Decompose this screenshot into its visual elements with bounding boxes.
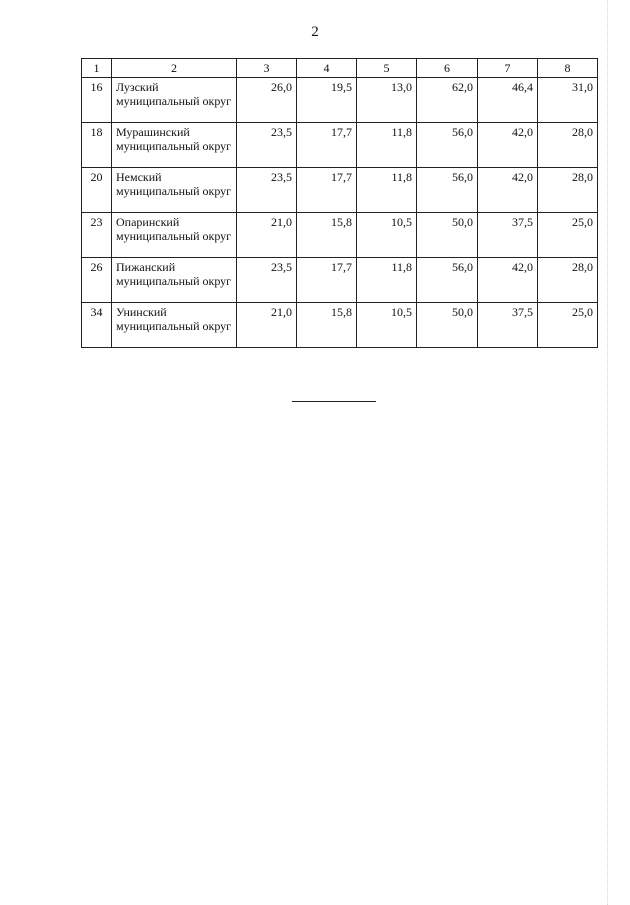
- value-cell: 46,4: [478, 78, 538, 123]
- table-row: [82, 123, 598, 168]
- table-row: [82, 258, 598, 303]
- value-cell: 15,8: [297, 303, 357, 348]
- header-cell: 7: [478, 59, 538, 78]
- header-cell: 8: [538, 59, 598, 78]
- row-number: 20: [82, 168, 112, 213]
- value-cell: 31,0: [538, 78, 598, 123]
- value-cell: 11,8: [357, 123, 417, 168]
- value-cell: 42,0: [478, 168, 538, 213]
- value-cell: 28,0: [538, 123, 598, 168]
- value-cell: 37,5: [478, 213, 538, 258]
- header-cell: 1: [82, 59, 112, 78]
- value-cell: 50,0: [417, 213, 478, 258]
- value-cell: 13,0: [357, 78, 417, 123]
- row-number: 26: [82, 258, 112, 303]
- row-number: 16: [82, 78, 112, 123]
- value-cell: 56,0: [417, 168, 478, 213]
- district-name: Опаринский муниципальный округ: [112, 213, 237, 258]
- table-row: [82, 78, 598, 123]
- header-cell: 2: [112, 59, 237, 78]
- district-name: Унинский муниципальный округ: [112, 303, 237, 348]
- value-cell: 62,0: [417, 78, 478, 123]
- value-cell: 28,0: [538, 258, 598, 303]
- value-cell: 37,5: [478, 303, 538, 348]
- value-cell: 50,0: [417, 303, 478, 348]
- row-number: 23: [82, 213, 112, 258]
- value-cell: 26,0: [237, 78, 297, 123]
- value-cell: 17,7: [297, 123, 357, 168]
- value-cell: 11,8: [357, 168, 417, 213]
- value-cell: 28,0: [538, 168, 598, 213]
- district-name: Немский муниципальный округ: [112, 168, 237, 213]
- value-cell: 21,0: [237, 213, 297, 258]
- row-number: 34: [82, 303, 112, 348]
- value-cell: 17,7: [297, 168, 357, 213]
- value-cell: 23,5: [237, 258, 297, 303]
- table-row: [82, 213, 598, 258]
- district-name: Лузский муниципальный округ: [112, 78, 237, 123]
- header-cell: 5: [357, 59, 417, 78]
- header-cell: 4: [297, 59, 357, 78]
- value-cell: 42,0: [478, 258, 538, 303]
- district-name: Пижанский муниципальный округ: [112, 258, 237, 303]
- data-table: [81, 58, 598, 348]
- scan-edge-artifact: [606, 0, 608, 905]
- value-cell: 15,8: [297, 213, 357, 258]
- end-of-document-rule: [292, 401, 376, 402]
- row-number: 18: [82, 123, 112, 168]
- value-cell: 42,0: [478, 123, 538, 168]
- value-cell: 23,5: [237, 168, 297, 213]
- value-cell: 11,8: [357, 258, 417, 303]
- value-cell: 23,5: [237, 123, 297, 168]
- value-cell: 19,5: [297, 78, 357, 123]
- value-cell: 10,5: [357, 303, 417, 348]
- value-cell: 17,7: [297, 258, 357, 303]
- header-cell: 3: [237, 59, 297, 78]
- district-name: Мурашинский муниципальный округ: [112, 123, 237, 168]
- page-number: 2: [311, 24, 319, 40]
- table-row: [82, 168, 598, 213]
- value-cell: 25,0: [538, 303, 598, 348]
- value-cell: 56,0: [417, 258, 478, 303]
- value-cell: 56,0: [417, 123, 478, 168]
- value-cell: 10,5: [357, 213, 417, 258]
- value-cell: 25,0: [538, 213, 598, 258]
- header-cell: 6: [417, 59, 478, 78]
- table-header-row: [82, 59, 598, 78]
- table-row: [82, 303, 598, 348]
- value-cell: 21,0: [237, 303, 297, 348]
